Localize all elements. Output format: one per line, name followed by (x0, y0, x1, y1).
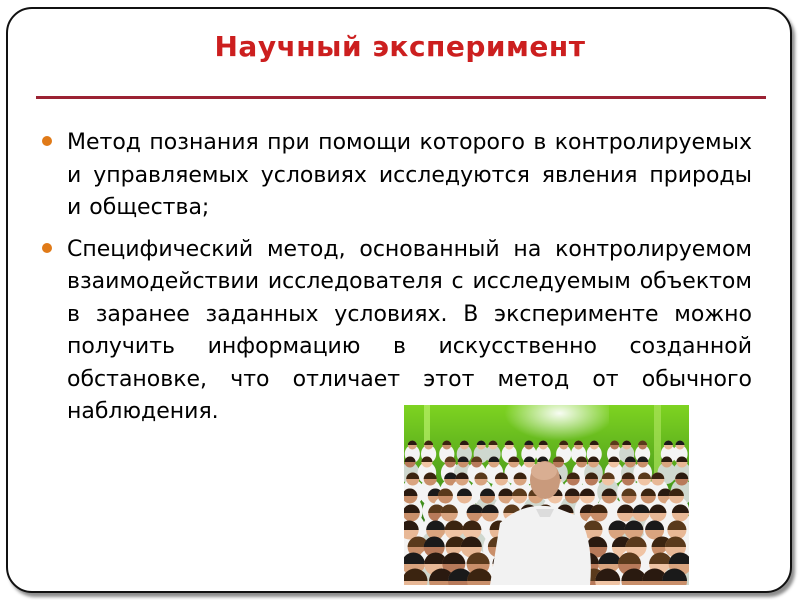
bullet-text: Специфический метод, основанный на контролируемом взаимодействии исследователя с исследуемым объектом в заранее заданных условиях. В эксперименте можно получить информацию в искусственно созданной обстановке, что отличает этот метод от обычного наблюдения. (67, 236, 752, 424)
crowd-photo (404, 405, 689, 585)
bullet-item (40, 127, 752, 225)
title-divider (36, 96, 766, 99)
bullet-list (40, 127, 752, 438)
bullet-item (40, 234, 752, 429)
bullet-text: Метод познания при помощи которого в контролируемых и управляемых условиях исследуются явления природы и общества; (67, 130, 752, 220)
bullet-dot-icon (42, 136, 52, 146)
slide-title: Научный эксперимент (214, 30, 586, 63)
bullet-dot-icon (42, 243, 52, 253)
